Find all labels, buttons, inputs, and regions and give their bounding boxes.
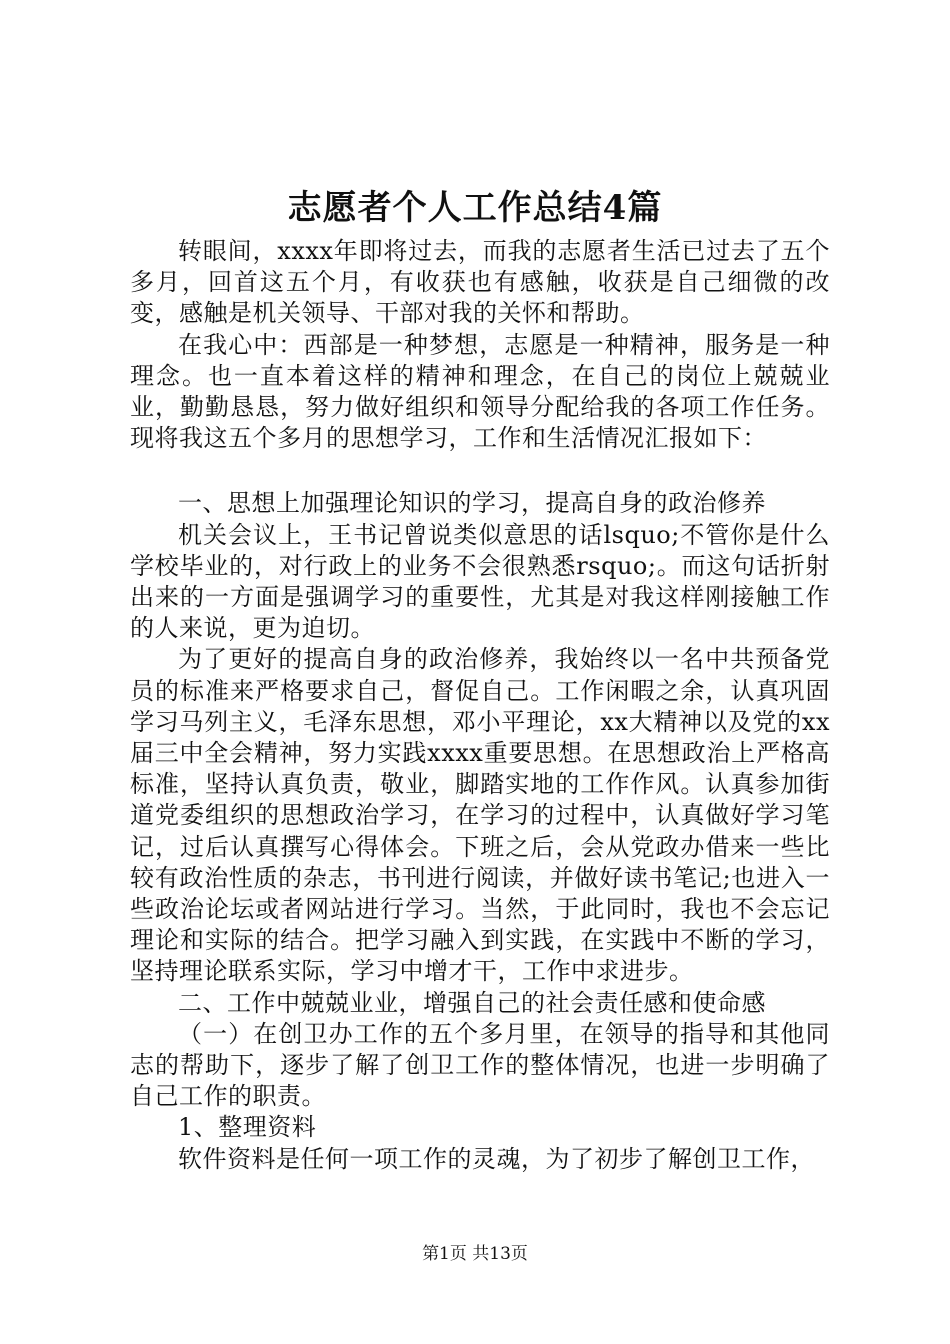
paragraph: 转眼间，xxxx年即将过去，而我的志愿者生活已过去了五个多月，回首这五个月，有收获也有感触，收获是自己细微的改变，感触是机关领导、干部对我的关怀和帮助。 [130, 237, 830, 328]
blank-line [130, 454, 830, 488]
paragraph: 在我心中：西部是一种梦想，志愿是一种精神，服务是一种理念。也一直本着这样的精神和理念，在自己的岗位上兢兢业业，勤勤恳恳，努力做好组织和领导分配给我的各项工作任务。现将我这五个多月的思想学习，工作和生活情况汇报如下： [130, 330, 830, 453]
page-number-footer: 第1页 共13页 [422, 1244, 528, 1264]
document-body [130, 236, 830, 1175]
paragraph: 为了更好的提高自身的政治修养，我始终以一名中共预备党员的标准来严格要求自己，督促自己。工作闲暇之余，认真巩固学习马列主义，毛泽东思想，邓小平理论，xx大精神以及党的xx届三中全会精神，努力实践xxxx重要思想。在思想政治上严格高标准，坚持认真负责，敬业，脚踏实地的工作作风。认真参加街道党委组织的思想政治学习，在学习的过程中，认真做好学习笔记，过后认真撰写心得体会。下班之后，会从党政办借来一些比较有政治性质的杂志，书刊进行阅读，并做好读书笔记;也进入一些政治论坛或者网站进行学习。当然，于此同时，我也不会忘记理论和实际的结合。把学习融入到实践，在实践中不断的学习，坚持理论联系实际，学习中增才干，工作中求进步。 [130, 645, 830, 986]
paragraph: （一）在创卫办工作的五个多月里，在领导的指导和其他同志的帮助下，逐步了解了创卫工作的整体情况，也进一步明确了自己工作的职责。 [130, 1019, 830, 1111]
page-title: 志愿者个人工作总结4篇 [287, 188, 663, 228]
section-heading: 一、思想上加强理论知识的学习，提高自身的政治修养 [178, 489, 766, 518]
paragraph: 软件资料是任何一项工作的灵魂，为了初步了解创卫工作， [178, 1144, 815, 1173]
paragraph: 机关会议上，王书记曾说类似意思的话lsquo;不管你是什么学校毕业的，对行政上的业务不会很熟悉rsquo;。而这句话折射出来的一方面是强调学习的重要性，尤其是对我这样刚接触工作的人来说，更为迫切。 [130, 520, 830, 643]
section-heading: 二、工作中兢兢业业，增强自己的社会责任感和使命感 [178, 988, 766, 1017]
subsection-heading: 1、整理资料 [178, 1113, 317, 1142]
